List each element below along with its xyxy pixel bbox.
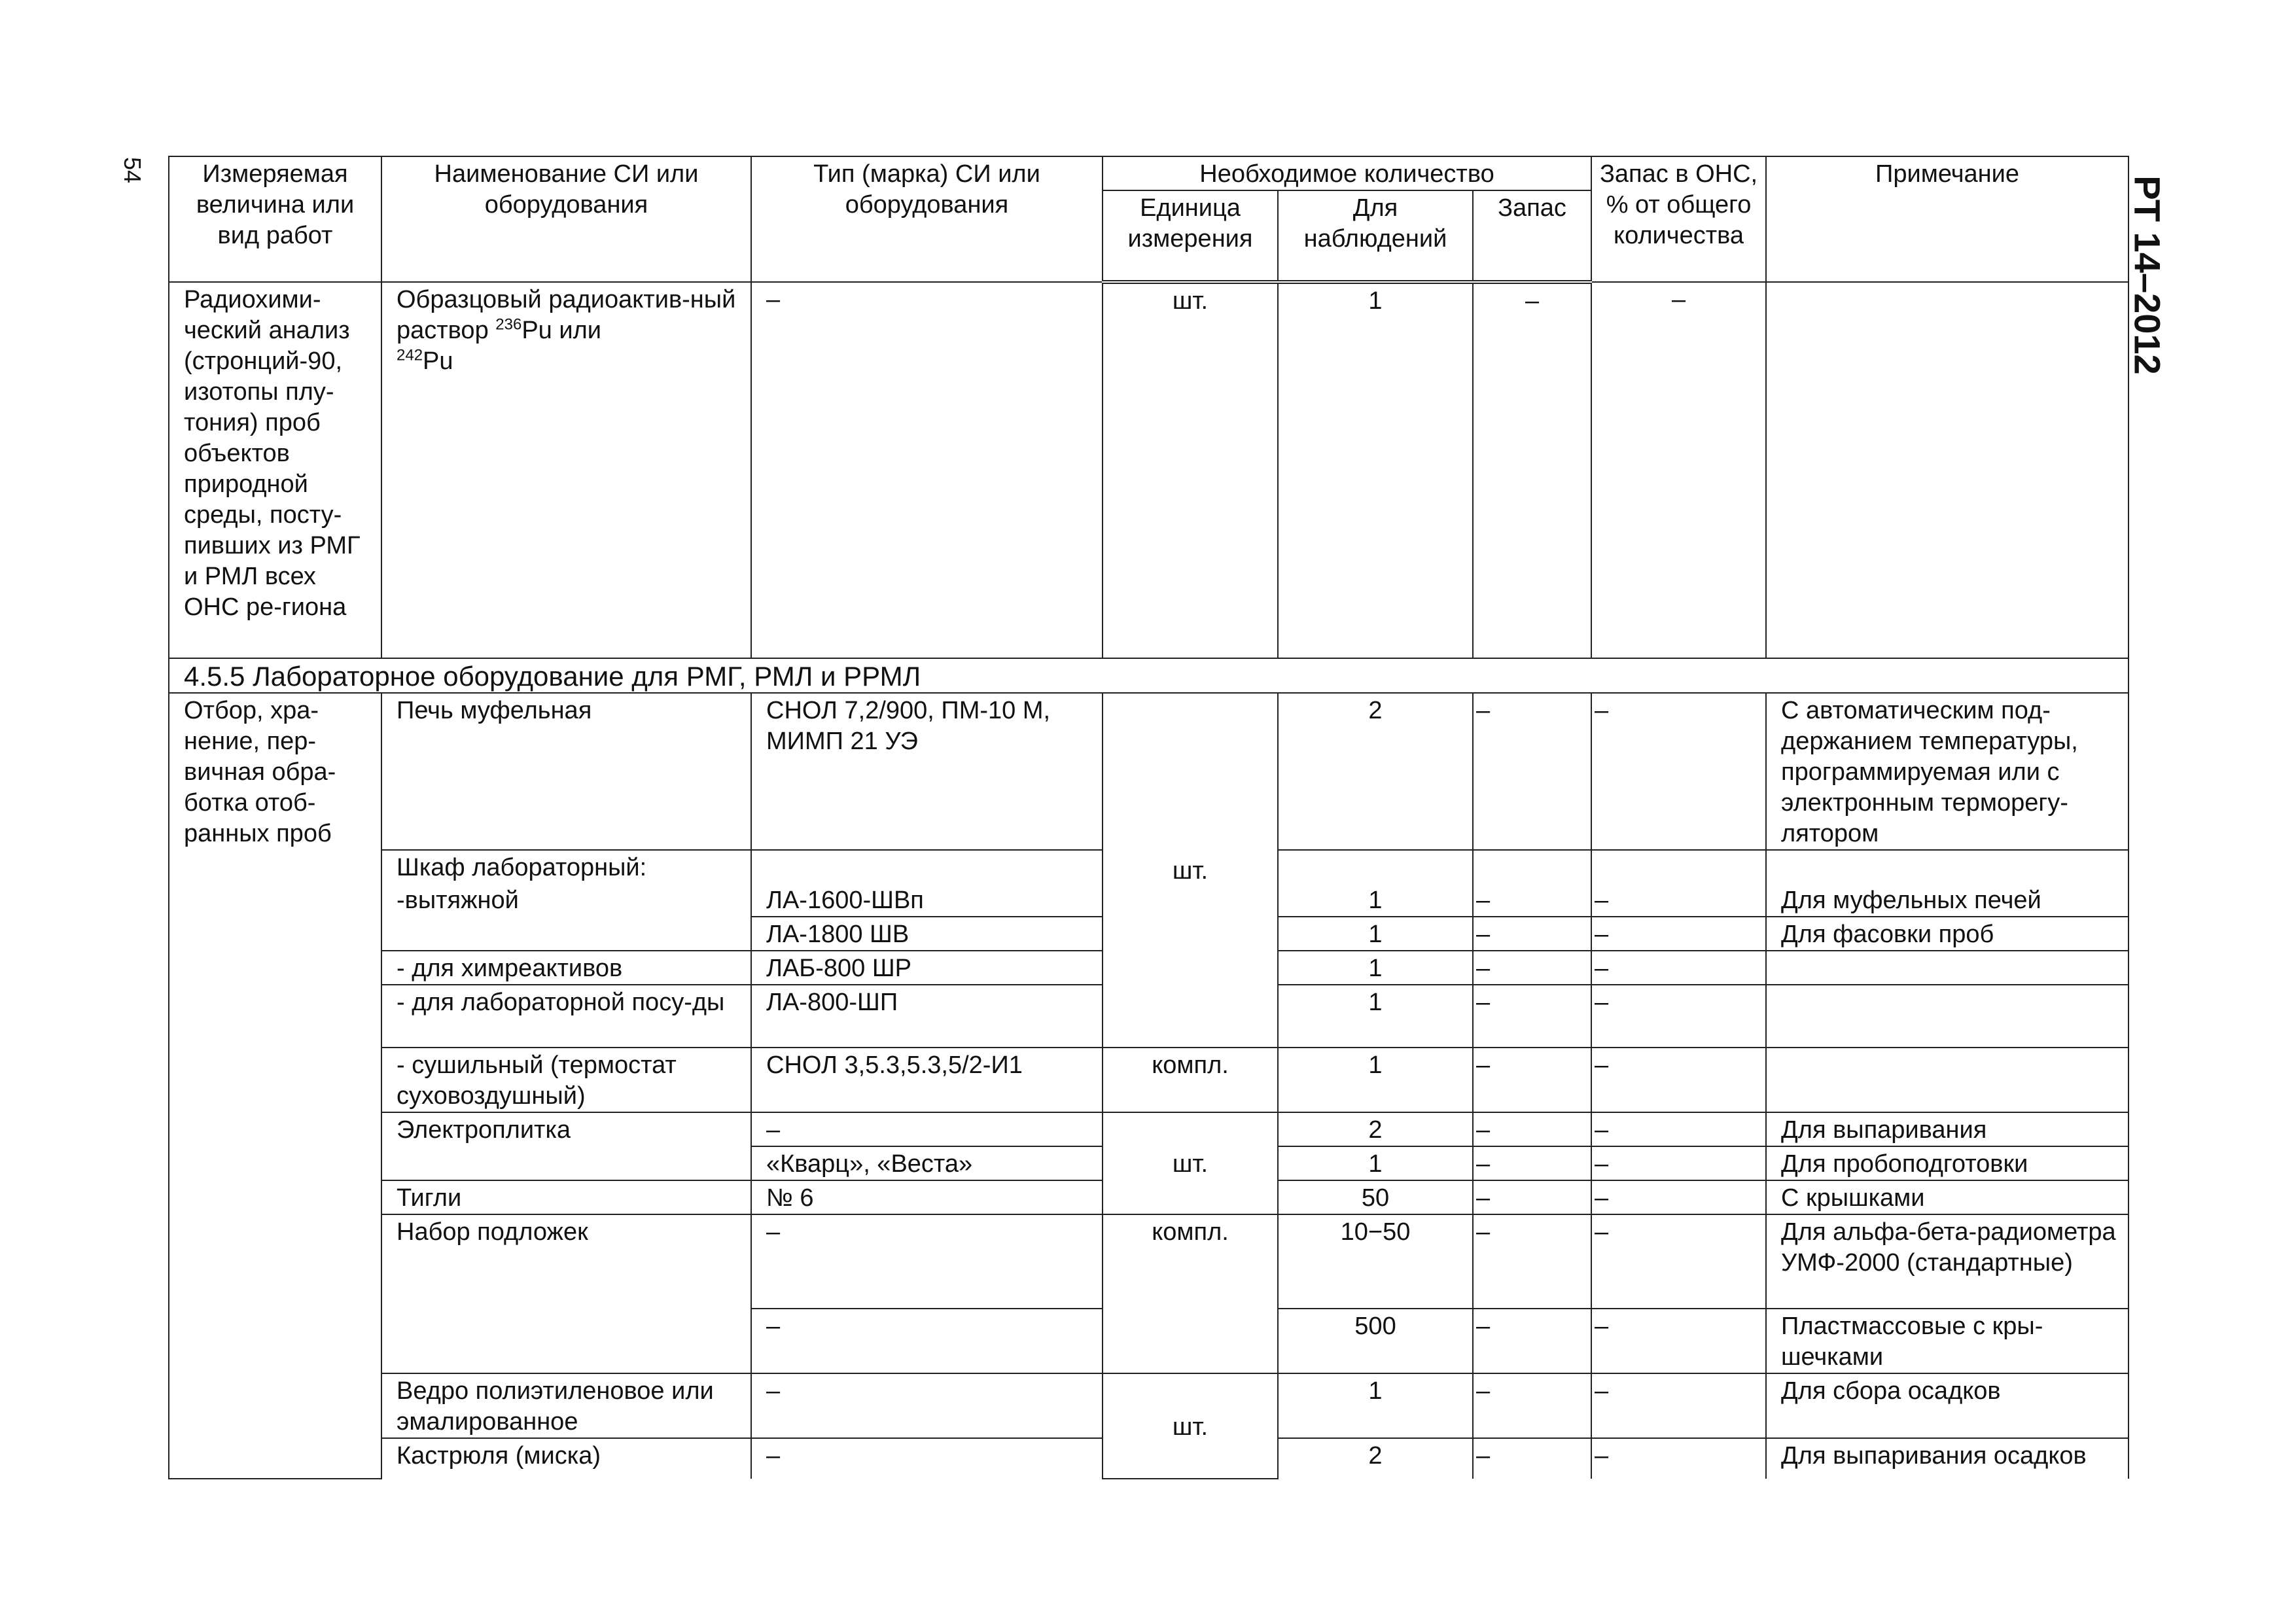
cell-name: - сушильный (термостат суховоздушный) [381, 1048, 751, 1112]
cell-unit: шт. [1103, 1373, 1278, 1479]
cell-for-obs: 500 [1278, 1309, 1473, 1373]
cell-ons: – [1591, 1112, 1766, 1146]
cell-reserve [1473, 850, 1591, 883]
isotope-mass: 242 [397, 346, 423, 364]
cell-ons: – [1591, 1048, 1766, 1112]
cell-name [381, 282, 751, 658]
header-quantity: Измеряемая величина или вид работ [169, 156, 381, 282]
cell-name: - для химреактивов [381, 951, 751, 985]
cell-name: Шкаф лабораторный: [381, 850, 751, 883]
header-name: Наименование СИ или оборудования [381, 156, 751, 282]
cell-reserve: – [1473, 1146, 1591, 1180]
cell-name: Тигли [381, 1180, 751, 1214]
cell-for-obs: 50 [1278, 1180, 1473, 1214]
cell-reserve: – [1473, 917, 1591, 951]
cell-unit: компл. [1103, 1048, 1278, 1112]
cell-type: ЛА-800-ШП [751, 985, 1103, 1048]
cell-type: – [751, 1438, 1103, 1479]
cell-for-obs: 1 [1278, 1146, 1473, 1180]
cell-reserve: – [1473, 1112, 1591, 1146]
cell-name: Набор подложек [381, 1214, 751, 1373]
cell-type: ЛА-1800 ШВ [751, 917, 1103, 951]
cell-note: Для муфельных печей [1766, 883, 2128, 917]
cell-ons: – [1591, 1373, 1766, 1438]
cell-name: Ведро полиэтиленовое или эмалированное [381, 1373, 751, 1438]
cell-unit: шт. [1103, 693, 1278, 1048]
cell-for-obs: 1 [1278, 883, 1473, 917]
cell-unit: шт. [1103, 1112, 1278, 1214]
cell-reserve: – [1473, 883, 1591, 917]
header-unit: Единица измерения [1103, 190, 1278, 282]
name-part: Pu [423, 347, 453, 375]
cell-for-obs: 2 [1278, 1438, 1473, 1479]
cell-note [1766, 985, 2128, 1048]
cell-name: Кастрюля (миска) [381, 1438, 751, 1479]
cell-for-obs: 1 [1278, 951, 1473, 985]
cell-ons: – [1591, 282, 1766, 658]
cell-note: С автоматическим под-держанием температуры, программируемая или с электронным терморегу-лятором [1766, 693, 2128, 850]
cell-unit: шт. [1103, 282, 1278, 658]
cell-name: -вытяжной [381, 883, 751, 951]
table-row [169, 1214, 2128, 1309]
table-row [169, 1373, 2128, 1438]
cell-note: Для пробоподготовки [1766, 1146, 2128, 1180]
cell-ons: – [1591, 985, 1766, 1048]
table-row [169, 1048, 2128, 1112]
cell-note: Для выпаривания [1766, 1112, 2128, 1146]
cell-note: Пластмассовые с кры-шечками [1766, 1309, 2128, 1373]
header-type: Тип (марка) СИ или оборудования [751, 156, 1103, 282]
header-note: Примечание [1766, 156, 2128, 282]
cell-quantity: Радиохими-ческий анализ (стронций-90, изотопы плу-тония) проб объектов природной среды, посту-пивших из РМГ и РМЛ всех ОНС ре-гиона [169, 282, 381, 658]
header-reserve: Запас [1473, 190, 1591, 282]
cell-name: - для лабораторной посу-ды [381, 985, 751, 1048]
cell-ons: – [1591, 693, 1766, 850]
cell-for-obs: 1 [1278, 917, 1473, 951]
cell-type: № 6 [751, 1180, 1103, 1214]
cell-ons [1591, 850, 1766, 883]
document-code-text: РТ 14–2012 [2127, 175, 2168, 375]
cell-type: – [751, 1214, 1103, 1309]
cell-for-obs: 1 [1278, 282, 1473, 658]
cell-reserve: – [1473, 1373, 1591, 1438]
cell-note [1766, 850, 2128, 883]
cell-note: Для сбора осадков [1766, 1373, 2128, 1438]
cell-note: Для фасовки проб [1766, 917, 2128, 951]
cell-note: С крышками [1766, 1180, 2128, 1214]
cell-type: СНОЛ 7,2/900, ПМ-10 М, МИМП 21 УЭ [751, 693, 1103, 850]
table-row [169, 1112, 2128, 1146]
cell-unit: компл. [1103, 1214, 1278, 1373]
header-required: Необходимое количество [1103, 156, 1591, 190]
cell-note: Для выпаривания осадков [1766, 1438, 2128, 1479]
cell-name: Печь муфельная [381, 693, 751, 850]
name-part: Pu или [521, 317, 601, 344]
isotope-mass: 236 [495, 315, 522, 334]
cell-type: ЛАБ-800 ШР [751, 951, 1103, 985]
cell-for-obs [1278, 850, 1473, 883]
cell-ons: – [1591, 1180, 1766, 1214]
section-row [169, 658, 2128, 693]
cell-ons: – [1591, 1146, 1766, 1180]
cell-for-obs: 1 [1278, 985, 1473, 1048]
cell-type: – [751, 1112, 1103, 1146]
cell-reserve: – [1473, 1214, 1591, 1309]
cell-reserve: – [1473, 693, 1591, 850]
header-ons-reserve: Запас в ОНС, % от общего количества [1591, 156, 1766, 282]
cell-ons: – [1591, 883, 1766, 917]
cell-type: – [751, 1309, 1103, 1373]
cell-ons: – [1591, 1309, 1766, 1373]
cell-type: – [751, 1373, 1103, 1438]
cell-name: Электроплитка [381, 1112, 751, 1180]
header-row-1 [169, 156, 2128, 190]
table-row [169, 282, 2128, 658]
cell-for-obs: 1 [1278, 1373, 1473, 1438]
cell-type: – [751, 282, 1103, 658]
table-row [169, 693, 2128, 850]
cell-ons: – [1591, 951, 1766, 985]
cell-type: «Кварц», «Веста» [751, 1146, 1103, 1180]
cell-reserve: – [1473, 1048, 1591, 1112]
cell-ons: – [1591, 1438, 1766, 1479]
cell-note: Для альфа-бета-радиометра УМФ-2000 (стандартные) [1766, 1214, 2128, 1309]
name-part: Образцовый радиоактив-ный раствор [397, 286, 736, 344]
equipment-table [168, 156, 2129, 1479]
cell-note [1766, 282, 2128, 658]
cell-type: СНОЛ 3,5.3,5.3,5/2-И1 [751, 1048, 1103, 1112]
cell-reserve: – [1473, 282, 1591, 658]
cell-type: ЛА-1600-ШВп [751, 883, 1103, 917]
header-for-obs: Для наблюдений [1278, 190, 1473, 282]
section-title: 4.5.5 Лабораторное оборудование для РМГ, РМЛ и РРМЛ [169, 658, 2128, 693]
cell-reserve: – [1473, 1438, 1591, 1479]
cell-reserve: – [1473, 985, 1591, 1048]
cell-for-obs: 1 [1278, 1048, 1473, 1112]
cell-ons: – [1591, 917, 1766, 951]
cell-for-obs: 10−50 [1278, 1214, 1473, 1309]
page-number: 54 [119, 156, 147, 184]
cell-reserve: – [1473, 1180, 1591, 1214]
cell-ons: – [1591, 1214, 1766, 1309]
cell-for-obs: 2 [1278, 1112, 1473, 1146]
cell-note [1766, 951, 2128, 985]
cell-reserve: – [1473, 1309, 1591, 1373]
cell-reserve: – [1473, 951, 1591, 985]
cell-for-obs: 2 [1278, 693, 1473, 850]
cell-note [1766, 1048, 2128, 1112]
cell-type [751, 850, 1103, 883]
cell-quantity: Отбор, хра-нение, пер-вичная обра-ботка отоб-ранных проб [169, 693, 381, 1479]
